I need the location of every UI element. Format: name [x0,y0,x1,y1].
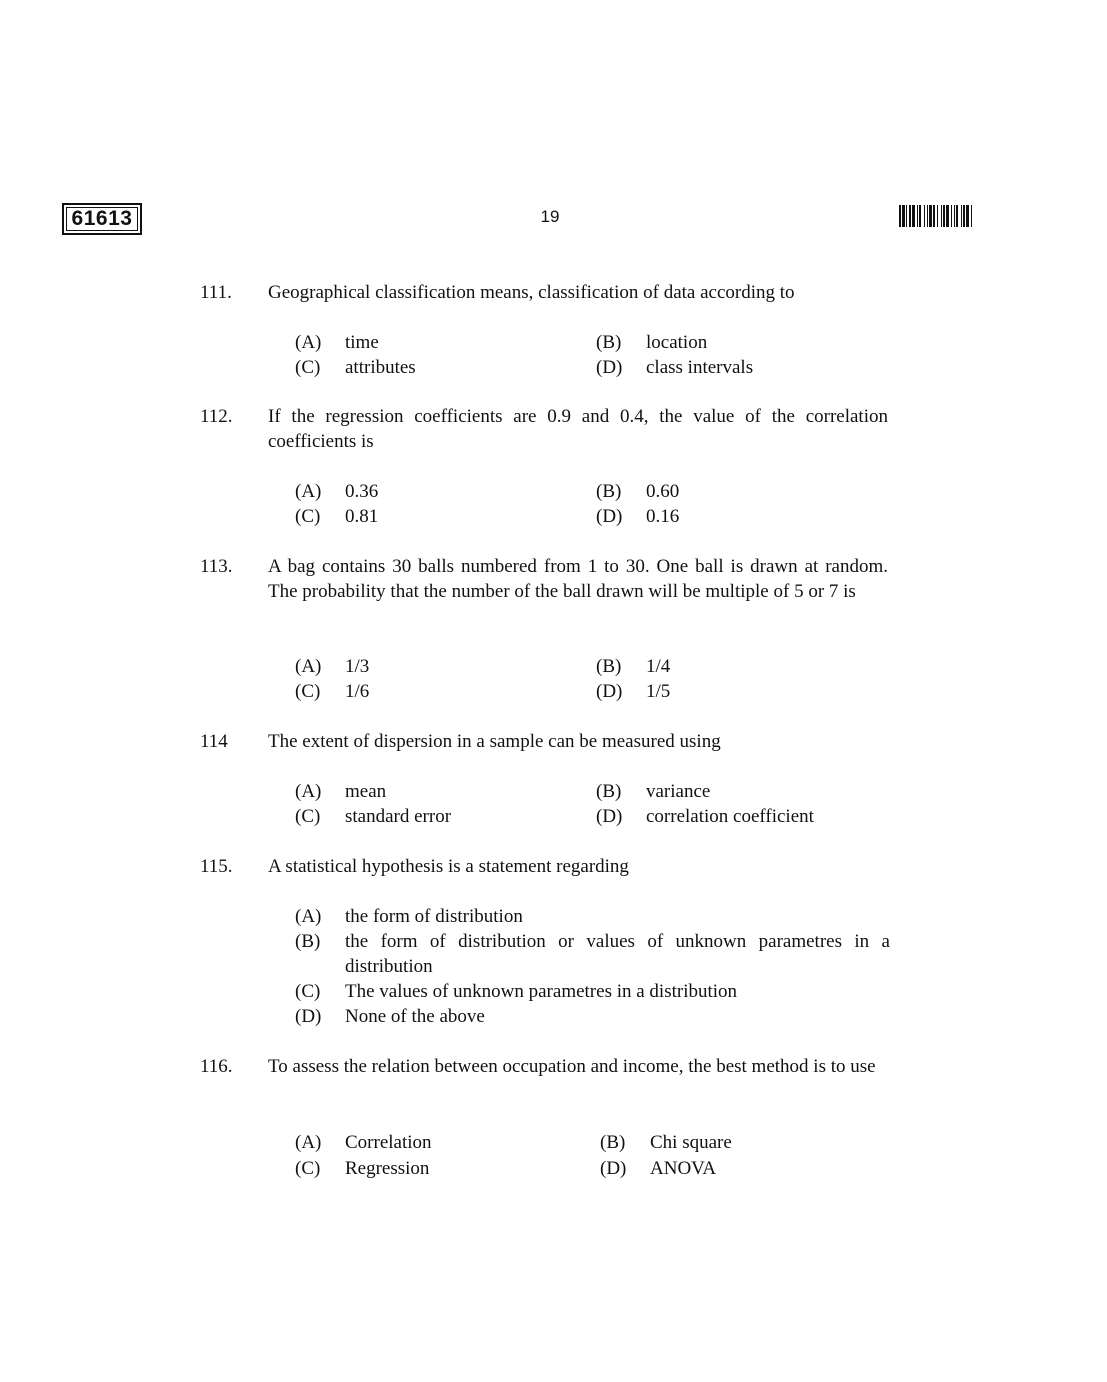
question-text: A bag contains 30 balls numbered from 1 to 30. One ball is drawn at random. The probability that the number of the ball drawn will be multiple of 5 or 7 is [268,556,888,602]
option-text: ANOVA [650,1158,717,1179]
option [596,804,814,829]
option-text: standard error [345,806,452,827]
option [295,355,416,380]
option-label: (D) [596,681,623,702]
question-number: 116. [200,1056,233,1077]
option [295,654,369,679]
option-label: (C) [295,506,321,527]
option-label: (D) [600,1158,627,1179]
option-text: The values of unknown parametres in a distribution [345,981,738,1002]
option-label: (C) [295,981,321,1002]
option-label: (C) [295,806,321,827]
option-text: 1/3 [345,656,370,677]
option-text: mean [345,781,387,802]
option-text: 0.81 [345,506,379,527]
option [596,779,710,804]
option-text: location [646,332,708,353]
option-label: (A) [295,781,322,802]
question-text: The extent of dispersion in a sample can be measured using [268,731,721,752]
option-label: (C) [295,1158,321,1179]
option [596,330,707,355]
option-label: (B) [295,931,321,952]
option-text: 0.16 [646,506,680,527]
option-text: the form of distribution or values of unknown parametres in a distribution [345,931,890,977]
option-label: (B) [596,481,622,502]
option-text: Correlation [345,1132,432,1153]
option-text: 0.36 [345,481,379,502]
option-label: (B) [596,656,622,677]
option [596,355,753,380]
option [596,504,679,529]
option-label: (A) [295,481,322,502]
page-number: 19 [540,207,560,226]
option [295,929,895,979]
option-text: 1/4 [646,656,671,677]
question-text: To assess the relation between occupation and income, the best method is to use [268,1056,876,1077]
question-number: 111. [200,282,232,303]
option-text: Chi square [650,1132,732,1153]
option [295,1004,485,1029]
question-text: A statistical hypothesis is a statement regarding [268,856,629,877]
option [295,979,737,1004]
option-text: time [345,332,379,353]
option [596,679,670,704]
option [596,479,679,504]
question-number: 114 [200,731,228,752]
barcode-bar [972,205,974,227]
option-text: None of the above [345,1006,485,1027]
question-text: Geographical classification means, classification of data according to [268,282,795,303]
option [295,679,369,704]
option-text: 1/6 [345,681,370,702]
option [295,904,523,929]
option-text: class intervals [646,357,754,378]
option-text: Regression [345,1158,430,1179]
option-label: (B) [600,1132,626,1153]
option-label: (D) [596,506,623,527]
option-label: (A) [295,332,322,353]
option-label: (D) [596,806,623,827]
option [295,504,378,529]
option [600,1130,732,1155]
option-text: correlation coefficient [646,806,814,827]
option [600,1156,716,1181]
option [295,1130,432,1155]
option-text: 1/5 [646,681,671,702]
option-label: (C) [295,357,321,378]
option [295,804,451,829]
option-label: (A) [295,656,322,677]
option [596,654,670,679]
option [295,479,378,504]
option-text: the form of distribution [345,906,523,927]
option-label: (B) [596,781,622,802]
option-label: (D) [295,1006,322,1027]
option [295,1156,429,1181]
option [295,330,379,355]
option-label: (A) [295,906,322,927]
option-label: (B) [596,332,622,353]
option-label: (D) [596,357,623,378]
option-label: (A) [295,1132,322,1153]
barcode [899,205,1031,227]
paper-code: 61613 [62,203,142,235]
option-label: (C) [295,681,321,702]
option-text: 0.60 [646,481,680,502]
question-number: 113. [200,556,233,577]
question-number: 112. [200,406,233,427]
question-number: 115. [200,856,233,877]
question-text: If the regression coefficients are 0.9 and 0.4, the value of the correlation coefficients is [268,406,888,452]
option-text: attributes [345,357,416,378]
option [295,779,386,804]
option-text: variance [646,781,711,802]
